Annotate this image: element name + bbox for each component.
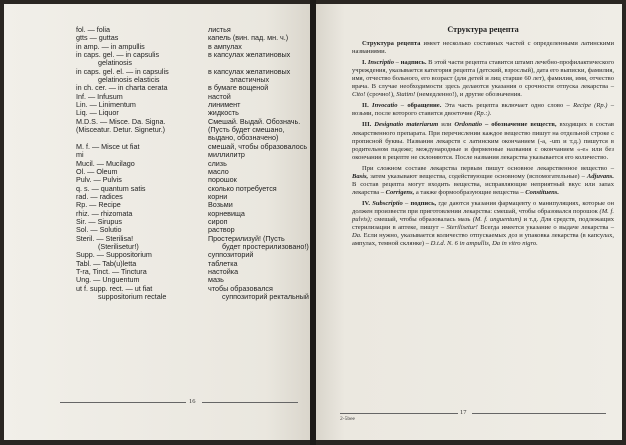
section-text: В состав рецепта могут входить вещества, исправляющие неприятный вкус или запах лекарства – bbox=[352, 180, 614, 196]
section-text: и т.д. Для средств, подлежащих стерилизации в аптеке, пишут – bbox=[352, 215, 614, 232]
section-heading: подпись, bbox=[410, 199, 437, 207]
abbr-row: gtts — guttas bbox=[76, 33, 119, 43]
abbr-row: mi bbox=[76, 150, 84, 160]
section-text: При сложном составе лекарства первым пишут основное лекарственное вещество – bbox=[362, 164, 614, 172]
abbr-row: Steril. — Sterilisa! bbox=[76, 233, 134, 243]
meaning-row: таблетка bbox=[208, 258, 238, 268]
section-number: III. bbox=[362, 121, 375, 129]
section-text: (немедленно!), и другие обозначения. bbox=[415, 91, 522, 99]
meaning-row: суппозиторий bbox=[208, 250, 254, 260]
meaning-row: слизь bbox=[208, 158, 227, 168]
abbr-row: rad. — radices bbox=[76, 191, 123, 201]
meaning-row: листья bbox=[208, 25, 231, 34]
meaning-row: в капсулах желатиновых bbox=[208, 50, 291, 60]
section-number: I. bbox=[362, 59, 368, 67]
meaning-row: в капсулах желатиновых bbox=[208, 66, 291, 76]
meaning-row: раствор bbox=[208, 225, 235, 235]
abbr-row: Tabl. — Tab(u)letta bbox=[76, 258, 137, 268]
meaning-row: Простерилизуй! (Пусть bbox=[208, 233, 285, 243]
footer-rule-right-a bbox=[340, 413, 458, 414]
abbr-row: (Misceatur. Detur. Signetur.) bbox=[76, 125, 166, 135]
section-text: смешай, чтобы образовалась мазь bbox=[372, 215, 471, 223]
meaning-row: миллилитр bbox=[208, 150, 245, 160]
latin-term: (M. f. pulvis); bbox=[352, 207, 615, 223]
intro-paragraph bbox=[352, 40, 614, 56]
meaning-row: порошок bbox=[208, 175, 237, 185]
meaning-row: в бумаге вощеной bbox=[208, 83, 269, 93]
latin-term: (Rp.:). bbox=[472, 110, 492, 118]
abbr-row: Supp. — Suppositorium bbox=[76, 250, 152, 260]
latin-term: Recipe (Rp.) bbox=[569, 102, 608, 110]
latin-term: D.t.d. N. 6 in ampullis, Da in vitro nigro. bbox=[428, 240, 538, 248]
meaning-row: будет простерилизовано!) bbox=[222, 241, 309, 251]
abbreviation-column-russian bbox=[208, 26, 309, 301]
latin-term: Basis, bbox=[352, 172, 369, 180]
section-inscriptio bbox=[352, 59, 614, 99]
abbr-row: gelatinosis elasticis bbox=[98, 75, 160, 85]
section-text: – возьми, после которого ставится двоеточие bbox=[352, 102, 615, 118]
latin-term: (M. f. unguentum) bbox=[470, 215, 522, 223]
latin-term: Corrigens, bbox=[384, 188, 415, 196]
abbr-row: M. f. — Misce ut fiat bbox=[76, 141, 140, 151]
abbr-row: ut f. supp. rect. — ut fiat bbox=[76, 283, 153, 293]
meaning-row: чтобы образовался bbox=[208, 283, 273, 293]
section-text: затем указывают вещества, содействующие основному (вспомогательные) – bbox=[368, 172, 585, 180]
abbr-row: Sol. — Solutio bbox=[76, 225, 122, 235]
printer-signature-mark: 2-5bee bbox=[340, 416, 355, 422]
meaning-row: настойка bbox=[208, 266, 239, 276]
meaning-row: выдано, обозначено) bbox=[208, 133, 279, 143]
section-text: (срочно!), bbox=[365, 91, 395, 99]
page-number-left: 16 bbox=[189, 398, 196, 405]
section-text: входящих в состав лекарственного препарата. При перечислении каждое вещество пишут на отдельной строке с прописной буквы. Названия лекарств с латинским окончанием (-a, -um и т.д.) пишутся в родительном падеже; международные и фирменные названия с окончанием «-e» или без окончания в рецепте не склоняются. После названия лекарства указывается его количество. bbox=[352, 121, 614, 161]
abbr-row: M.D.S. — Misce. Da. Signa. bbox=[76, 116, 166, 126]
abbr-row: Pulv. — Pulvis bbox=[76, 175, 122, 185]
abbr-row: Lin. — Linimentum bbox=[76, 100, 136, 110]
dash: – bbox=[402, 199, 411, 207]
abbr-row: (Sterilisetur!) bbox=[98, 241, 139, 251]
meaning-row: сироп bbox=[208, 216, 228, 226]
latin-term: Invocatio bbox=[372, 102, 398, 110]
abbreviation-column-latin bbox=[76, 26, 169, 301]
meaning-row: Смешай. Выдай. Обозначь. bbox=[208, 116, 301, 126]
meaning-row: линимент bbox=[208, 100, 241, 110]
abbr-row: Ol. — Oleum bbox=[76, 166, 118, 176]
abbr-row: in ch. cer. — in charta cerata bbox=[76, 83, 168, 93]
latin-term: Statim! bbox=[394, 91, 416, 99]
complex-composition-paragraph bbox=[352, 165, 614, 197]
latin-term: Da. bbox=[352, 232, 362, 240]
section-heading: обращение. bbox=[407, 102, 442, 110]
page-title: Структура рецепта bbox=[447, 25, 519, 34]
dash: – bbox=[397, 102, 408, 110]
section-text: Всегда имеется указание о выдаче лекарства – bbox=[477, 224, 615, 232]
prescription-structure-text bbox=[352, 26, 614, 251]
footer-rule-left-a bbox=[60, 402, 186, 403]
section-text: В этой части рецепта ставится штамп лечебно-профилактического учреждения, указывается категория рецепта (детский, взрослый), дата его выписки, фамилия, имя, отчество больного, его возраст (для детей и лиц старше 60 лет), фамилия, имя, отчество врача. В случае необходимости здесь делаются указания о срочности отпуска лекарства – bbox=[352, 59, 614, 91]
abbr-row: Rp. — Recipe bbox=[76, 200, 121, 210]
section-heading: – обозначение веществ, bbox=[482, 121, 557, 129]
abbr-row: gelatinosis bbox=[98, 58, 132, 68]
meaning-row: суппозиторий ректальный bbox=[222, 292, 309, 301]
abbr-row: fol. — folia bbox=[76, 25, 110, 34]
latin-term: Constituens. bbox=[523, 188, 559, 196]
section-designatio bbox=[352, 121, 614, 161]
intro-term: Структура рецепта bbox=[362, 40, 421, 48]
abbr-row: suppositorium rectale bbox=[98, 292, 167, 301]
section-subscriptio bbox=[352, 200, 614, 248]
meaning-row: в ампулах bbox=[208, 41, 242, 51]
latin-term: Cito! bbox=[352, 91, 366, 99]
meaning-row: настой bbox=[208, 91, 231, 101]
section-text: Эта часть рецепта включает одно слово – bbox=[441, 102, 570, 110]
latin-term: Designatio materiarum bbox=[374, 121, 439, 129]
latin-term: Inscriptio bbox=[367, 59, 395, 67]
book-spine bbox=[310, 0, 316, 445]
meaning-row: сколько потребуется bbox=[208, 183, 277, 193]
section-text: или bbox=[438, 121, 455, 129]
abbr-row: Ung. — Unguentum bbox=[76, 275, 140, 285]
latin-term: Subscriptio bbox=[372, 199, 403, 207]
footer-rule-left-b bbox=[202, 402, 298, 403]
dash: – bbox=[394, 59, 401, 67]
abbr-row: Mucil. — Mucilago bbox=[76, 158, 135, 168]
section-text: где даются указания фармацевту о манипуляциях, которые он должен произвести при приготовлении лекарства: смешай, чтобы образовался порошок bbox=[352, 199, 614, 215]
meaning-row: масло bbox=[208, 166, 229, 176]
abbr-row: rhiz. — rhizomata bbox=[76, 208, 133, 218]
abbr-row: in caps. gel. el. — in capsulis bbox=[76, 66, 169, 76]
meaning-row: эластичных bbox=[230, 75, 270, 85]
meaning-row: смешай, чтобы образовалось bbox=[208, 141, 308, 151]
meaning-row: мазь bbox=[208, 275, 224, 285]
abbr-row: in amp. — in ampullis bbox=[76, 41, 145, 51]
abbr-row: Inf. — Infusum bbox=[76, 91, 123, 101]
latin-term: Ordonatio bbox=[454, 121, 483, 129]
abbr-row: T-ra, Tinct. — Tinctura bbox=[76, 266, 147, 276]
abbr-row: Liq. — Liquor bbox=[76, 108, 119, 118]
meaning-row: корневища bbox=[208, 208, 245, 218]
section-number: IV. bbox=[362, 199, 373, 207]
section-invocatio bbox=[352, 102, 614, 118]
meaning-row: капель (вин. пад. мн. ч.) bbox=[208, 33, 289, 43]
page-number-right: 17 bbox=[460, 409, 467, 416]
meaning-row: корни bbox=[208, 191, 228, 201]
meaning-row: (Пусть будет смешано, bbox=[208, 125, 285, 135]
footer-rule-right-b bbox=[472, 413, 606, 414]
meaning-row: Возьми bbox=[208, 200, 233, 210]
abbr-row: Sir. — Sirupus bbox=[76, 216, 122, 226]
section-text: Если нужно, указывается количество отпускаемых доз и упаковка лекарства (в капсулах, ампулах, темной склянке) – bbox=[352, 232, 614, 248]
latin-term: Adjuvans. bbox=[584, 172, 614, 180]
abbr-row: in caps. gel. — in capsulis bbox=[76, 50, 160, 60]
meaning-row: жидкость bbox=[208, 108, 239, 118]
latin-term: Sterilisetur! bbox=[444, 224, 478, 232]
section-heading: надпись. bbox=[400, 59, 427, 67]
section-number: II. bbox=[362, 102, 373, 110]
intro-text: имеет несколько составных частей с определенными латинскими названиями. bbox=[352, 40, 615, 56]
abbr-row: q. s. — quantum satis bbox=[76, 183, 146, 193]
section-text: а также формообразующие вещества – bbox=[414, 188, 524, 196]
